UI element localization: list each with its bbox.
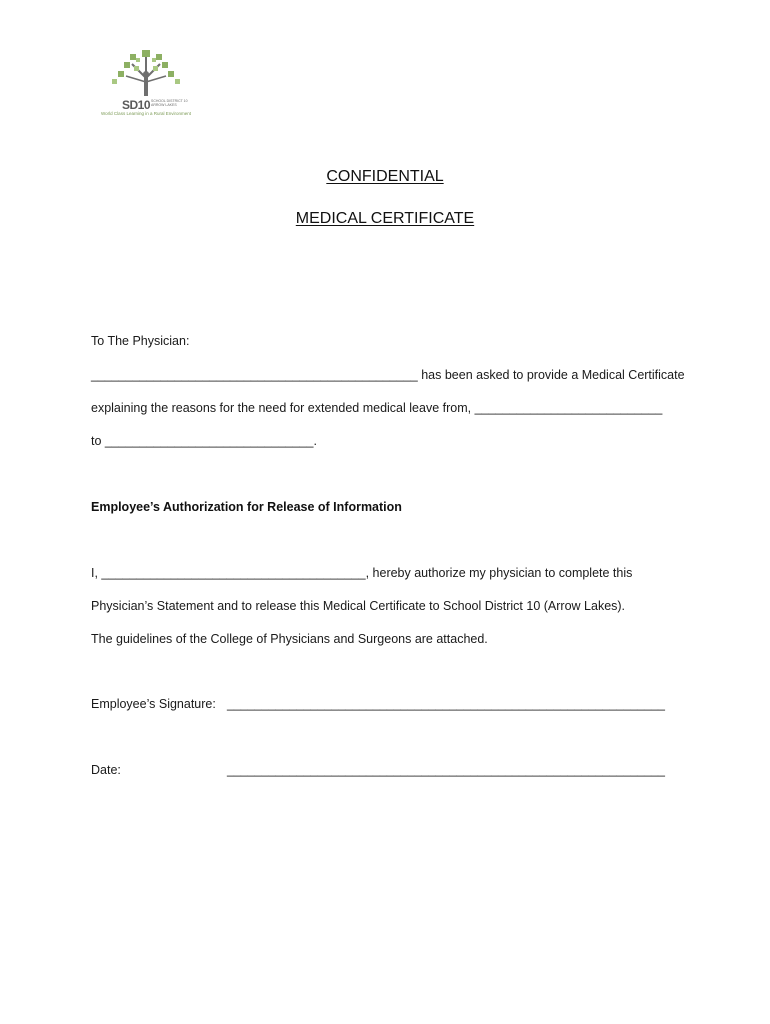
date-label: Date:: [91, 763, 121, 777]
sd10-logo: [96, 46, 196, 120]
signature-label: Employee’s Signature:: [91, 697, 216, 711]
authorization-line-3: The guidelines of the College of Physicians and Surgeons are attached.: [91, 632, 488, 646]
paragraph-line-2: explaining the reasons for the need for extended medical leave from, ___________________________: [91, 401, 663, 415]
authorization-line-2: Physician’s Statement and to release this Medical Certificate to School District 10 (Arrow Lakes).: [91, 599, 626, 613]
date-field-line: _______________________________________________________________: [227, 763, 665, 777]
authorization-line-1: I, ______________________________________, hereby authorize my physician to complete this: [91, 566, 633, 580]
paragraph-line-3: to ______________________________.: [91, 434, 317, 448]
logo-tagline: World Class Learning in a Rural Environment: [101, 111, 191, 116]
title-confidential: CONFIDENTIAL: [326, 168, 444, 185]
paragraph-line-1: _______________________________________________ has been asked to provide a Medical Certificate: [91, 368, 685, 382]
title-medical-certificate: MEDICAL CERTIFICATE: [295, 210, 475, 227]
signature-field-line: _______________________________________________________________: [227, 697, 665, 711]
authorization-heading: Employee’s Authorization for Release of Information: [91, 500, 402, 514]
logo-district-text: SCHOOL DISTRICT 10 ARROW LAKES: [151, 99, 188, 107]
salutation: To The Physician:: [91, 334, 190, 348]
logo-mark: SD10: [122, 98, 151, 112]
tree-icon: [96, 46, 196, 106]
